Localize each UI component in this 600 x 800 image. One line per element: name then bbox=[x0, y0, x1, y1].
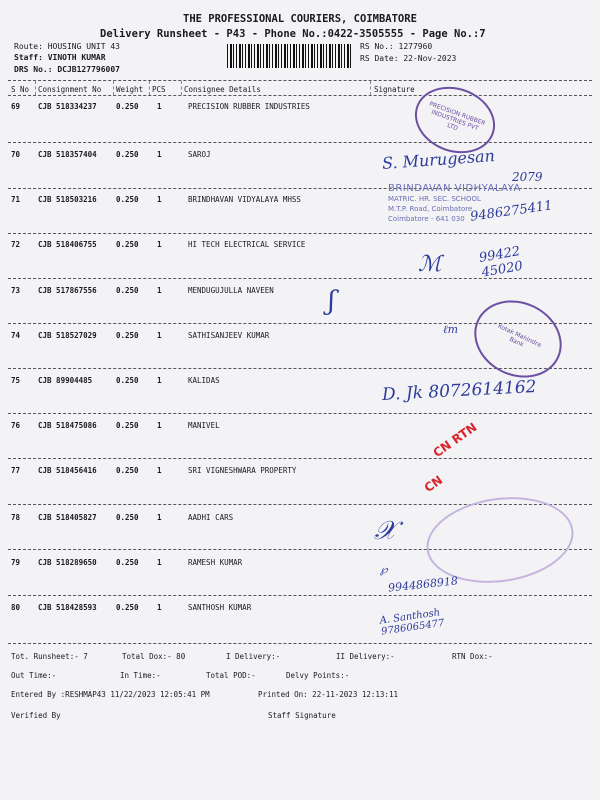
row-pcs: 1 bbox=[157, 195, 162, 204]
header-divider-bottom bbox=[8, 95, 592, 96]
signature-sathisanjeev: ℓm bbox=[443, 323, 459, 336]
row-pcs: 1 bbox=[157, 286, 162, 295]
table-bottom-divider bbox=[8, 643, 592, 644]
row-pcs: 1 bbox=[157, 150, 162, 159]
row-consignee: SRI VIGNESHWARA PROPERTY bbox=[188, 466, 297, 475]
row-consignment: CJB 518428593 bbox=[38, 603, 97, 612]
signature-phone-71: 9486275411 bbox=[469, 198, 554, 225]
row-consignment: CJB 518289650 bbox=[38, 558, 97, 567]
signature-ramesh-number: 9944868918 bbox=[387, 574, 459, 595]
row-consignee: MENDUGUJULLA NAVEEN bbox=[188, 286, 274, 295]
drs-number: DRS No.: DCJB127796007 bbox=[14, 65, 120, 74]
row-consignment: CJB 518334237 bbox=[38, 102, 97, 111]
row-consignee: MANIVEL bbox=[188, 421, 220, 430]
signature-saroj-number: 2079 bbox=[512, 170, 543, 184]
row-sno: 80 bbox=[11, 603, 21, 612]
signature-mendugujulla: ʃ bbox=[328, 286, 336, 316]
signature-santhosh: A. Santhosh 9786065477 bbox=[379, 607, 446, 638]
row-weight: 0.250 bbox=[116, 466, 139, 475]
row-sno: 73 bbox=[11, 286, 21, 295]
row-pcs: 1 bbox=[157, 513, 162, 522]
footer-tot-runsheet: Tot. Runsheet:- 7 bbox=[11, 652, 88, 661]
row-consignment: CJB 518475086 bbox=[38, 421, 97, 430]
footer-delvy-points: Delvy Points:- bbox=[286, 671, 350, 680]
col-consignee: Consignee Details bbox=[184, 85, 261, 94]
cn-rtn-mark: CN RTN bbox=[430, 419, 480, 461]
row-sno: 69 bbox=[11, 102, 21, 111]
row-consignment: CJB 89904485 bbox=[38, 376, 93, 385]
col-separator bbox=[149, 81, 150, 95]
stamp-text: PRECISION RUBBER INDUSTRIES PVT LTD bbox=[428, 100, 487, 132]
footer-total-pod: Total POD:- bbox=[206, 671, 256, 680]
row-consignee: AADHI CARS bbox=[188, 513, 234, 522]
row-divider bbox=[8, 595, 592, 596]
row-consignee: BRINDHAVAN VIDYALAYA MHSS bbox=[188, 195, 301, 204]
row-consignment: CJB 518406755 bbox=[38, 240, 97, 249]
row-pcs: 1 bbox=[157, 102, 162, 111]
row-weight: 0.250 bbox=[116, 331, 139, 340]
signature-hitech-number: 99422 45020 bbox=[478, 243, 524, 281]
row-sno: 71 bbox=[11, 195, 21, 204]
row-consignee: SATHISANJEEV KUMAR bbox=[188, 331, 270, 340]
row-divider bbox=[8, 142, 592, 143]
row-pcs: 1 bbox=[157, 558, 162, 567]
row-weight: 0.250 bbox=[116, 603, 139, 612]
row-consignee: RAMESH KUMAR bbox=[188, 558, 243, 567]
row-sno: 72 bbox=[11, 240, 21, 249]
row-sno: 76 bbox=[11, 421, 21, 430]
signature-kalidas: D. Jk 8072614162 bbox=[381, 376, 537, 406]
row-consignment: CJB 518503216 bbox=[38, 195, 97, 204]
col-separator bbox=[181, 81, 182, 95]
row-pcs: 1 bbox=[157, 421, 162, 430]
signature-aadhi: 𝒳 bbox=[374, 516, 397, 546]
row-pcs: 1 bbox=[157, 331, 162, 340]
school-stamp-line: MATRIC. HR. SEC. SCHOOL bbox=[388, 195, 481, 203]
col-consignment: Consignment No bbox=[38, 85, 102, 94]
row-sno: 78 bbox=[11, 513, 21, 522]
signature-saroj: S. Murugesan bbox=[381, 146, 496, 173]
row-sno: 79 bbox=[11, 558, 21, 567]
footer-verified-by: Verified By bbox=[11, 711, 61, 720]
row-weight: 0.250 bbox=[116, 513, 139, 522]
footer-staff-signature: Staff Signature bbox=[268, 711, 336, 720]
row-consignment: CJB 518405827 bbox=[38, 513, 97, 522]
runsheet-title: Delivery Runsheet - P43 - Phone No.:0422-3505555 - Page No.:7 bbox=[100, 28, 486, 40]
bank-stamp bbox=[462, 286, 575, 391]
footer-total-dox: Total Dox:- 80 bbox=[122, 652, 186, 661]
row-sno: 75 bbox=[11, 376, 21, 385]
row-consignee: KALIDAS bbox=[188, 376, 220, 385]
row-consignee: SAROJ bbox=[188, 150, 211, 159]
rs-number: RS No.: 1277960 bbox=[360, 42, 433, 51]
row-pcs: 1 bbox=[157, 240, 162, 249]
row-weight: 0.250 bbox=[116, 376, 139, 385]
row-weight: 0.250 bbox=[116, 286, 139, 295]
col-pcs: PCS bbox=[152, 85, 166, 94]
stamp-text: Kotak Mahindra Bank bbox=[496, 322, 543, 349]
row-consignment: CJB 517867556 bbox=[38, 286, 97, 295]
footer-in-time: In Time:- bbox=[120, 671, 161, 680]
row-consignee: SANTHOSH KUMAR bbox=[188, 603, 252, 612]
row-weight: 0.250 bbox=[116, 421, 139, 430]
row-divider bbox=[8, 458, 592, 459]
row-consignment: CJB 518456416 bbox=[38, 466, 97, 475]
row-weight: 0.250 bbox=[116, 102, 139, 111]
school-stamp-line: M.T.P. Road, Coimbatore bbox=[388, 205, 473, 213]
row-weight: 0.250 bbox=[116, 240, 139, 249]
row-pcs: 1 bbox=[157, 603, 162, 612]
school-stamp-line: BRINDAVAN VIDHYALAYA bbox=[388, 183, 521, 194]
cn-mark: CN bbox=[421, 472, 446, 496]
route-label: Route: HOUSING UNIT 43 bbox=[14, 42, 120, 51]
rs-date: RS Date: 22-Nov-2023 bbox=[360, 54, 457, 63]
row-pcs: 1 bbox=[157, 466, 162, 475]
row-sno: 74 bbox=[11, 331, 21, 340]
row-divider bbox=[8, 413, 592, 414]
signature-hitech-mark: ℳ bbox=[418, 252, 442, 277]
company-title: THE PROFESSIONAL COURIERS, COIMBATORE bbox=[183, 13, 417, 25]
footer-entered-by: Entered By :RESHMAP43 11/22/2023 12:05:41 PM bbox=[11, 690, 210, 699]
footer-rtn-dox: RTN Dox:- bbox=[452, 652, 493, 661]
col-separator bbox=[370, 81, 371, 95]
row-divider bbox=[8, 278, 592, 279]
signature-ramesh-mark: ℘ bbox=[380, 563, 388, 576]
footer-i-delivery: I Delivery:- bbox=[226, 652, 281, 661]
row-pcs: 1 bbox=[157, 376, 162, 385]
row-sno: 77 bbox=[11, 466, 21, 475]
row-weight: 0.250 bbox=[116, 150, 139, 159]
staff-label: Staff: VINOTH KUMAR bbox=[14, 53, 106, 62]
row-consignee: HI TECH ELECTRICAL SERVICE bbox=[188, 240, 306, 249]
footer-ii-delivery: II Delivery:- bbox=[336, 652, 395, 661]
row-sno: 70 bbox=[11, 150, 21, 159]
row-weight: 0.250 bbox=[116, 195, 139, 204]
col-sno: S No bbox=[11, 85, 30, 94]
footer-printed-on: Printed On: 22-11-2023 12:13:11 bbox=[258, 690, 398, 699]
col-signature: Signature bbox=[374, 85, 415, 94]
col-separator bbox=[113, 81, 114, 95]
row-weight: 0.250 bbox=[116, 558, 139, 567]
col-separator bbox=[35, 81, 36, 95]
row-consignment: CJB 518527029 bbox=[38, 331, 97, 340]
col-weight: Weight bbox=[116, 85, 144, 94]
barcode bbox=[227, 44, 353, 68]
footer-out-time: Out Time:- bbox=[11, 671, 57, 680]
school-stamp-line: Coimbatore - 641 030 bbox=[388, 215, 465, 223]
row-consignment: CJB 518357404 bbox=[38, 150, 97, 159]
row-consignee: PRECISION RUBBER INDUSTRIES bbox=[188, 102, 310, 111]
header-divider-top bbox=[8, 80, 592, 81]
row-divider bbox=[8, 233, 592, 234]
